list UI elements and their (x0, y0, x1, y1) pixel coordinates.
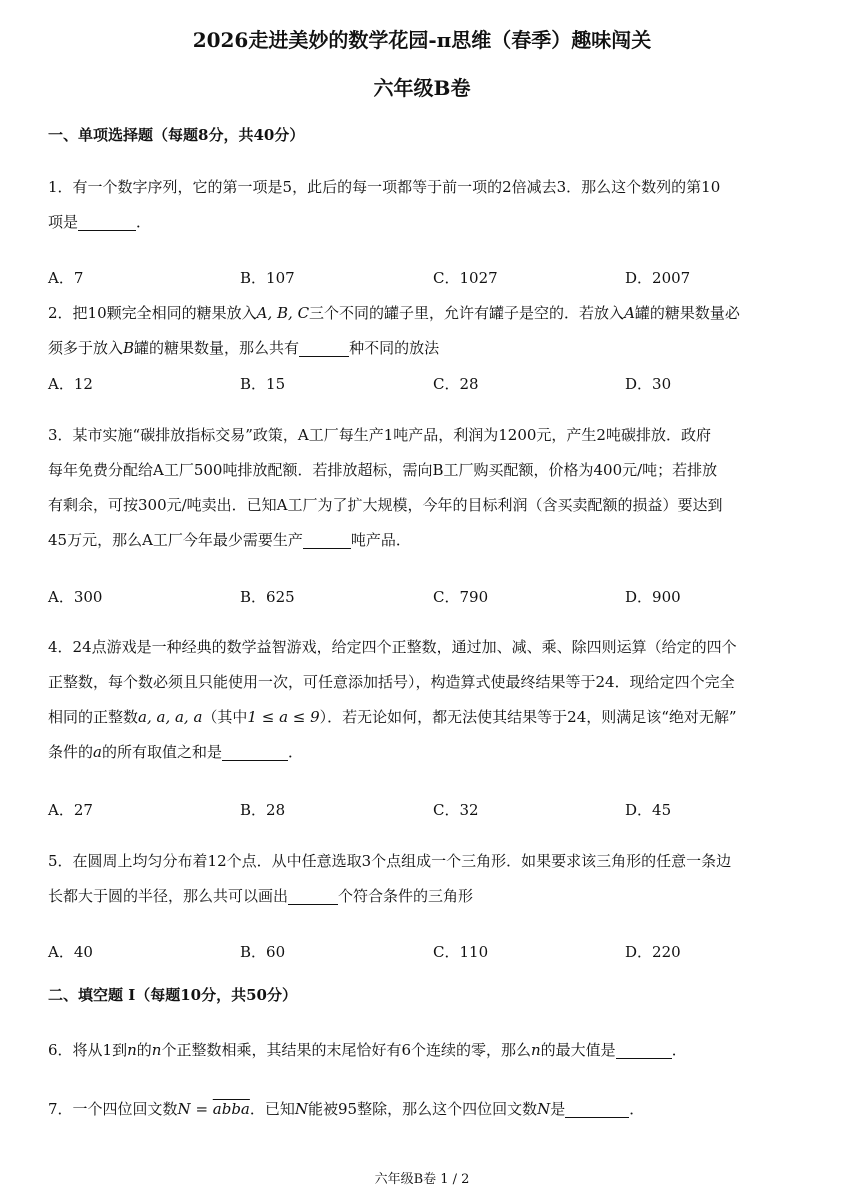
option-c[interactable]: C．790 (433, 588, 489, 606)
option-c[interactable]: C．110 (433, 943, 489, 961)
answer-blank (78, 212, 136, 231)
question-7: 7．一个四位回文数N = abba．已知N能被95整除，那么这个四位回文数N是 ． (48, 1100, 645, 1118)
option-a[interactable]: A．7 (48, 269, 84, 287)
option-d[interactable]: D．220 (625, 943, 681, 961)
option-a[interactable]: A．27 (48, 801, 93, 819)
overline-abba: abba (212, 1100, 250, 1118)
option-a[interactable]: A．12 (48, 375, 93, 393)
question-5: 5．在圆周上均匀分布着12个点．从中任意选取3个点组成一个三角形．如果要求该三角形的任意一条边 长都大于圆的半径，那么共可以画出 个符合条件的三角形 (48, 852, 732, 905)
option-a[interactable]: A．40 (48, 943, 93, 961)
question-5-options (48, 941, 808, 965)
answer-blank (303, 530, 351, 549)
option-c[interactable]: C．28 (433, 375, 479, 393)
option-c[interactable]: C．1027 (433, 269, 498, 287)
question-6: 6．将从1到n的n个正整数相乘，其结果的末尾恰好有6个连续的零，那么n的最大值是 ． (48, 1041, 687, 1059)
exam-subtitle: 六年级B卷 (373, 76, 471, 100)
option-b[interactable]: B．625 (240, 588, 295, 606)
question-3-options (48, 586, 808, 610)
question-4: 4．24点游戏是一种经典的数学益智游戏，给定四个正整数，通过加、减、乘、除四则运算（给定的四个 正整数，每个数必须且只能使用一次，可任意添加括号），构造算式使最终结果等于24．现给定四个完全 相同的正整数a, a, a, a（其中1 ≤ a ≤ 9）．若无论如何，都无法使其结果等于24，则满足该“绝对无解” 条件的a的所有取值之和是 ． (48, 638, 737, 761)
question-1: 1．有一个数字序列，它的第一项是5，此后的每一项都等于前一项的2倍减去3．那么这个数列的第10 项是 ． (48, 170, 796, 240)
answer-blank (616, 1040, 672, 1059)
question-4-options (48, 799, 808, 823)
question-3: 3．某市实施“碳排放指标交易”政策，A工厂每生产1吨产品，利润为1200元，产生2吨碳排放．政府 每年免费分配给A工厂500吨排放配额．若排放超标，需向B工厂购买配额，价格为400元/吨；若排放 有剩余，可按300元/吨卖出．已知A工厂为了扩大规模，今年的目标利润（含买卖配额的损益）要达到 45万元，那么A工厂今年最少需要生产 吨产品． (48, 426, 723, 549)
section-heading-fill: 二、填空题 I（每题10分，共50分） (48, 986, 297, 1004)
section-heading-choice: 一、单项选择题（每题8分，共40分） (48, 126, 305, 144)
option-d[interactable]: D．30 (625, 375, 672, 393)
option-d[interactable]: D．900 (625, 588, 681, 606)
question-2: 2．把10颗完全相同的糖果放入A, B, C三个不同的罐子里，允许有罐子是空的．若放入A罐的糖果数量必 须多于放入B罐的糖果数量，那么共有 种不同的放法 (48, 304, 740, 357)
option-d[interactable]: D．2007 (625, 269, 691, 287)
question-1-options (48, 267, 808, 291)
option-b[interactable]: B．15 (240, 375, 286, 393)
answer-blank (222, 742, 288, 761)
page-footer: 六年级B卷 1 / 2 (374, 1172, 470, 1187)
option-b[interactable]: B．107 (240, 269, 295, 287)
option-c[interactable]: C．32 (433, 801, 479, 819)
question-2-options (48, 373, 808, 397)
question-1-line-1: 1．有一个数字序列，它的第一项是5，此后的每一项都等于前一项的2倍减去3．那么这个数列的第10 (48, 178, 721, 196)
answer-blank (288, 886, 338, 905)
option-b[interactable]: B．60 (240, 943, 286, 961)
answer-blank (299, 338, 349, 357)
option-d[interactable]: D．45 (625, 801, 672, 819)
option-b[interactable]: B．28 (240, 801, 286, 819)
exam-title: 2026走进美妙的数学花园-π思维（春季）趣味闯关 (192, 28, 652, 52)
answer-blank (565, 1099, 629, 1118)
option-a[interactable]: A．300 (48, 588, 103, 606)
